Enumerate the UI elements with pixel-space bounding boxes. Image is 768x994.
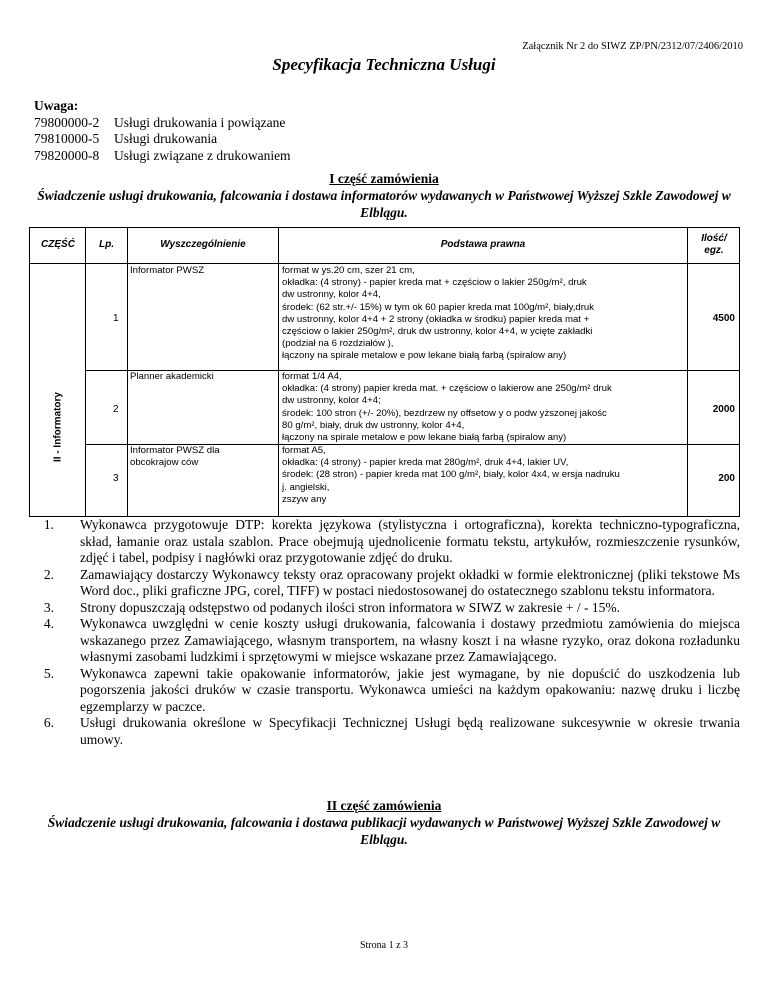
row-number: 1 [113, 313, 119, 324]
desc-line: łączony na spirale metalow e pow lekane białą farbą (spiralow any) [282, 350, 567, 362]
cpv-code: 79800000-2 [34, 114, 100, 130]
desc-line: format w ys.20 cm, szer 21 cm, [282, 265, 415, 276]
column-divider [687, 227, 688, 517]
attachment-reference: Załącznik Nr 2 do SIWZ ZP/PN/2312/07/2406/2010 [522, 41, 743, 52]
desc-line: okładka: (4 strony) - papier kreda mat 280g/m², druk 4+4, lakier UV, [282, 457, 569, 469]
page-number: Strona 1 z 3 [359, 940, 409, 951]
header-spec: Wyszczególnienie [160, 239, 246, 250]
list-item-number: 6. [43, 715, 54, 730]
list-item [34, 517, 740, 567]
desc-line: środek: 100 stron (+/- 20%), bezdrzew ny offsetow y o podw yższonej jakośc [282, 407, 607, 419]
table-border-top [29, 227, 740, 228]
header-lp: Lp. [99, 239, 114, 250]
cpv-label: Usługi związane z drukowaniem [114, 147, 291, 163]
row-name-line: obcokrajow ców [130, 457, 199, 469]
header-quantity-line: egz. [704, 245, 724, 256]
desc-line: zszyw any [282, 493, 327, 505]
row-description [282, 445, 620, 506]
desc-line: środek: (62 str.+/- 15%) w tym ok 60 papier kreda mat 100g/m², biały,druk [282, 301, 595, 313]
specification-table [29, 227, 740, 517]
desc-line: j. angielski, [282, 481, 330, 493]
column-divider [278, 227, 279, 517]
list-item-text: Wykonawca uwzględni w cenie koszty usługi drukowania, falcowania i dostawy przedmiotu zamówienia do miejsca wskazanego przez Zamawiającego, własnym transportem, na własny koszt i na własne ryzyko, oraz dokona rozładunku własnymi zasobami ludzkimi i sprzętowymi w miejsce wskazane przez Zamawiającego. [80, 616, 740, 664]
list-item-text: Wykonawca zapewni takie opakowanie informatorów, jakie jest wymagane, by nie dopuścić do uszkodzenia lub pogorszenia jakości druków w czasie transportu. Wykonawca umieści na każdym opakowaniu: nazwę druku i liczbę egzemplarzy w paczce. [80, 665, 740, 714]
list-item [34, 567, 740, 600]
list-item-number: 2. [43, 566, 54, 582]
desc-line: (podział na 6 rozdziałów ), [282, 338, 394, 350]
row-quantity: 4500 [712, 313, 735, 324]
cpv-line [34, 115, 291, 132]
row-name-line: Planner akademicki [130, 371, 214, 382]
row-description [282, 265, 594, 363]
row-quantity: 200 [718, 473, 735, 484]
cpv-line [34, 148, 291, 165]
desc-line: dw ustronny, kolor 4+4, [282, 289, 381, 301]
list-item [34, 715, 740, 748]
desc-line: format 1/4 A4, [282, 371, 342, 382]
list-item-text: Zamawiający dostarczy Wykonawcy teksty oraz opracowany projekt okładki w formie elektronicznej (pliki tekstowe Ms Word doc., pliki graficzne JPG, corel, TIFF) w postaci niedostosowanej do ostatecznego szablonu tekstu informatora. [80, 566, 740, 598]
row-number: 2 [113, 404, 119, 415]
cpv-code: 79820000-8 [34, 147, 100, 163]
list-item-text: Usługi drukowania określone w Specyfikacji Technicznej Usługi będą realizowane sukcesywnie w okresie trwania umowy. [80, 715, 740, 747]
row-number: 3 [113, 473, 119, 484]
part-one-section [30, 170, 738, 221]
table-header-divider [29, 263, 740, 264]
desc-line: środek: (28 stron) - papier kreda mat 100 g/m², biały, kolor 4x4, w ersja nadruku [282, 469, 620, 481]
desc-line: łączony na spirale metalow e pow lekane białą farbą (spiralow any) [282, 432, 567, 444]
header-quantity-line: Ilość/ [701, 233, 727, 244]
list-item-text: Wykonawca przygotowuje DTP: korekta językowa (stylistyczna i ortograficzna), korekta techniczno-typograficzna, skład, łamanie oraz ustala szablon. Prace obejmują ujednolicenie formatu tekstu, artykułów, rozmieszczenie rysunków, zdjęć i tabel, podpisy i nagłówki oraz przygotowanie zdjęć do druku. [80, 517, 740, 565]
list-item-number: 5. [43, 665, 54, 681]
list-item-text: Strony dopuszczają odstępstwo od podanych ilości stron informatora w SIWZ w zakresie + / - 15%. [80, 599, 620, 615]
part-one-heading: I część zamówienia [329, 171, 439, 186]
desc-line: dw ustronny, kolor 4+4 + 2 strony (okładka w środku) papier kreda mat + [282, 313, 590, 325]
row-name-line: Informator PWSZ dla [130, 445, 220, 456]
header-legal-basis: Podstawa prawna [440, 239, 526, 250]
header-quantity [688, 233, 740, 257]
header-part: CZĘŚĆ [41, 239, 75, 250]
desc-line: format A5, [282, 445, 326, 456]
part-one-description: Świadczenie usługi drukowania, falcowania i dostawa informatorów wydawanych w Państwowej Wyższej Szkle Zawodowej w Elblągu. [37, 188, 731, 220]
row-description [282, 371, 612, 444]
row-name [130, 265, 204, 277]
row-name-line: Informator PWSZ [130, 265, 205, 276]
desc-line: okładka: (4 strony) - papier kreda mat + częściow o lakier 250g/m², druk [282, 277, 587, 289]
requirements-list [34, 517, 740, 748]
desc-line: częściow o lakier 250g/m², druk dw ustronny, kolor 4+4, w ycięte zakładki [282, 326, 593, 338]
cpv-code: 79810000-5 [34, 131, 100, 146]
table-border-left [29, 227, 30, 517]
list-item-number: 3. [43, 599, 54, 615]
desc-line: 80 g/m², biały, druk dw ustronny, kolor 4+4, [282, 419, 465, 431]
desc-line: dw ustronny, kolor 4+4; [282, 395, 381, 407]
desc-line: okładka: (4 strony) papier kreda mat. + częściow o lakierow ane 250g/m² druk [282, 383, 612, 395]
document-title: Specyfikacja Techniczna Usługi [272, 55, 496, 74]
cpv-line [34, 131, 291, 148]
group-label: II - Informatory [52, 391, 64, 463]
list-item [34, 600, 740, 617]
row-name [130, 445, 220, 469]
row-quantity: 2000 [712, 404, 735, 415]
table-border-right [739, 227, 740, 517]
part-two-description: Świadczenie usługi drukowania, falcowania i dostawa publikacji wydawanych w Państwowej Wyższej Szkle Zawodowej w Elblągu. [47, 815, 721, 847]
part-two-heading: II część zamówienia [326, 798, 442, 813]
row-name [130, 371, 214, 383]
list-item [34, 666, 740, 716]
cpv-note [34, 98, 291, 164]
note-heading: Uwaga: [34, 98, 79, 113]
part-two-section [30, 797, 738, 848]
list-item [34, 616, 740, 666]
column-divider [85, 227, 86, 517]
list-item-number: 4. [43, 616, 54, 631]
list-item-number: 1. [43, 517, 54, 532]
cpv-label: Usługi drukowania i powiązane [114, 114, 286, 130]
cpv-label: Usługi drukowania [114, 131, 218, 146]
column-divider [127, 227, 128, 517]
